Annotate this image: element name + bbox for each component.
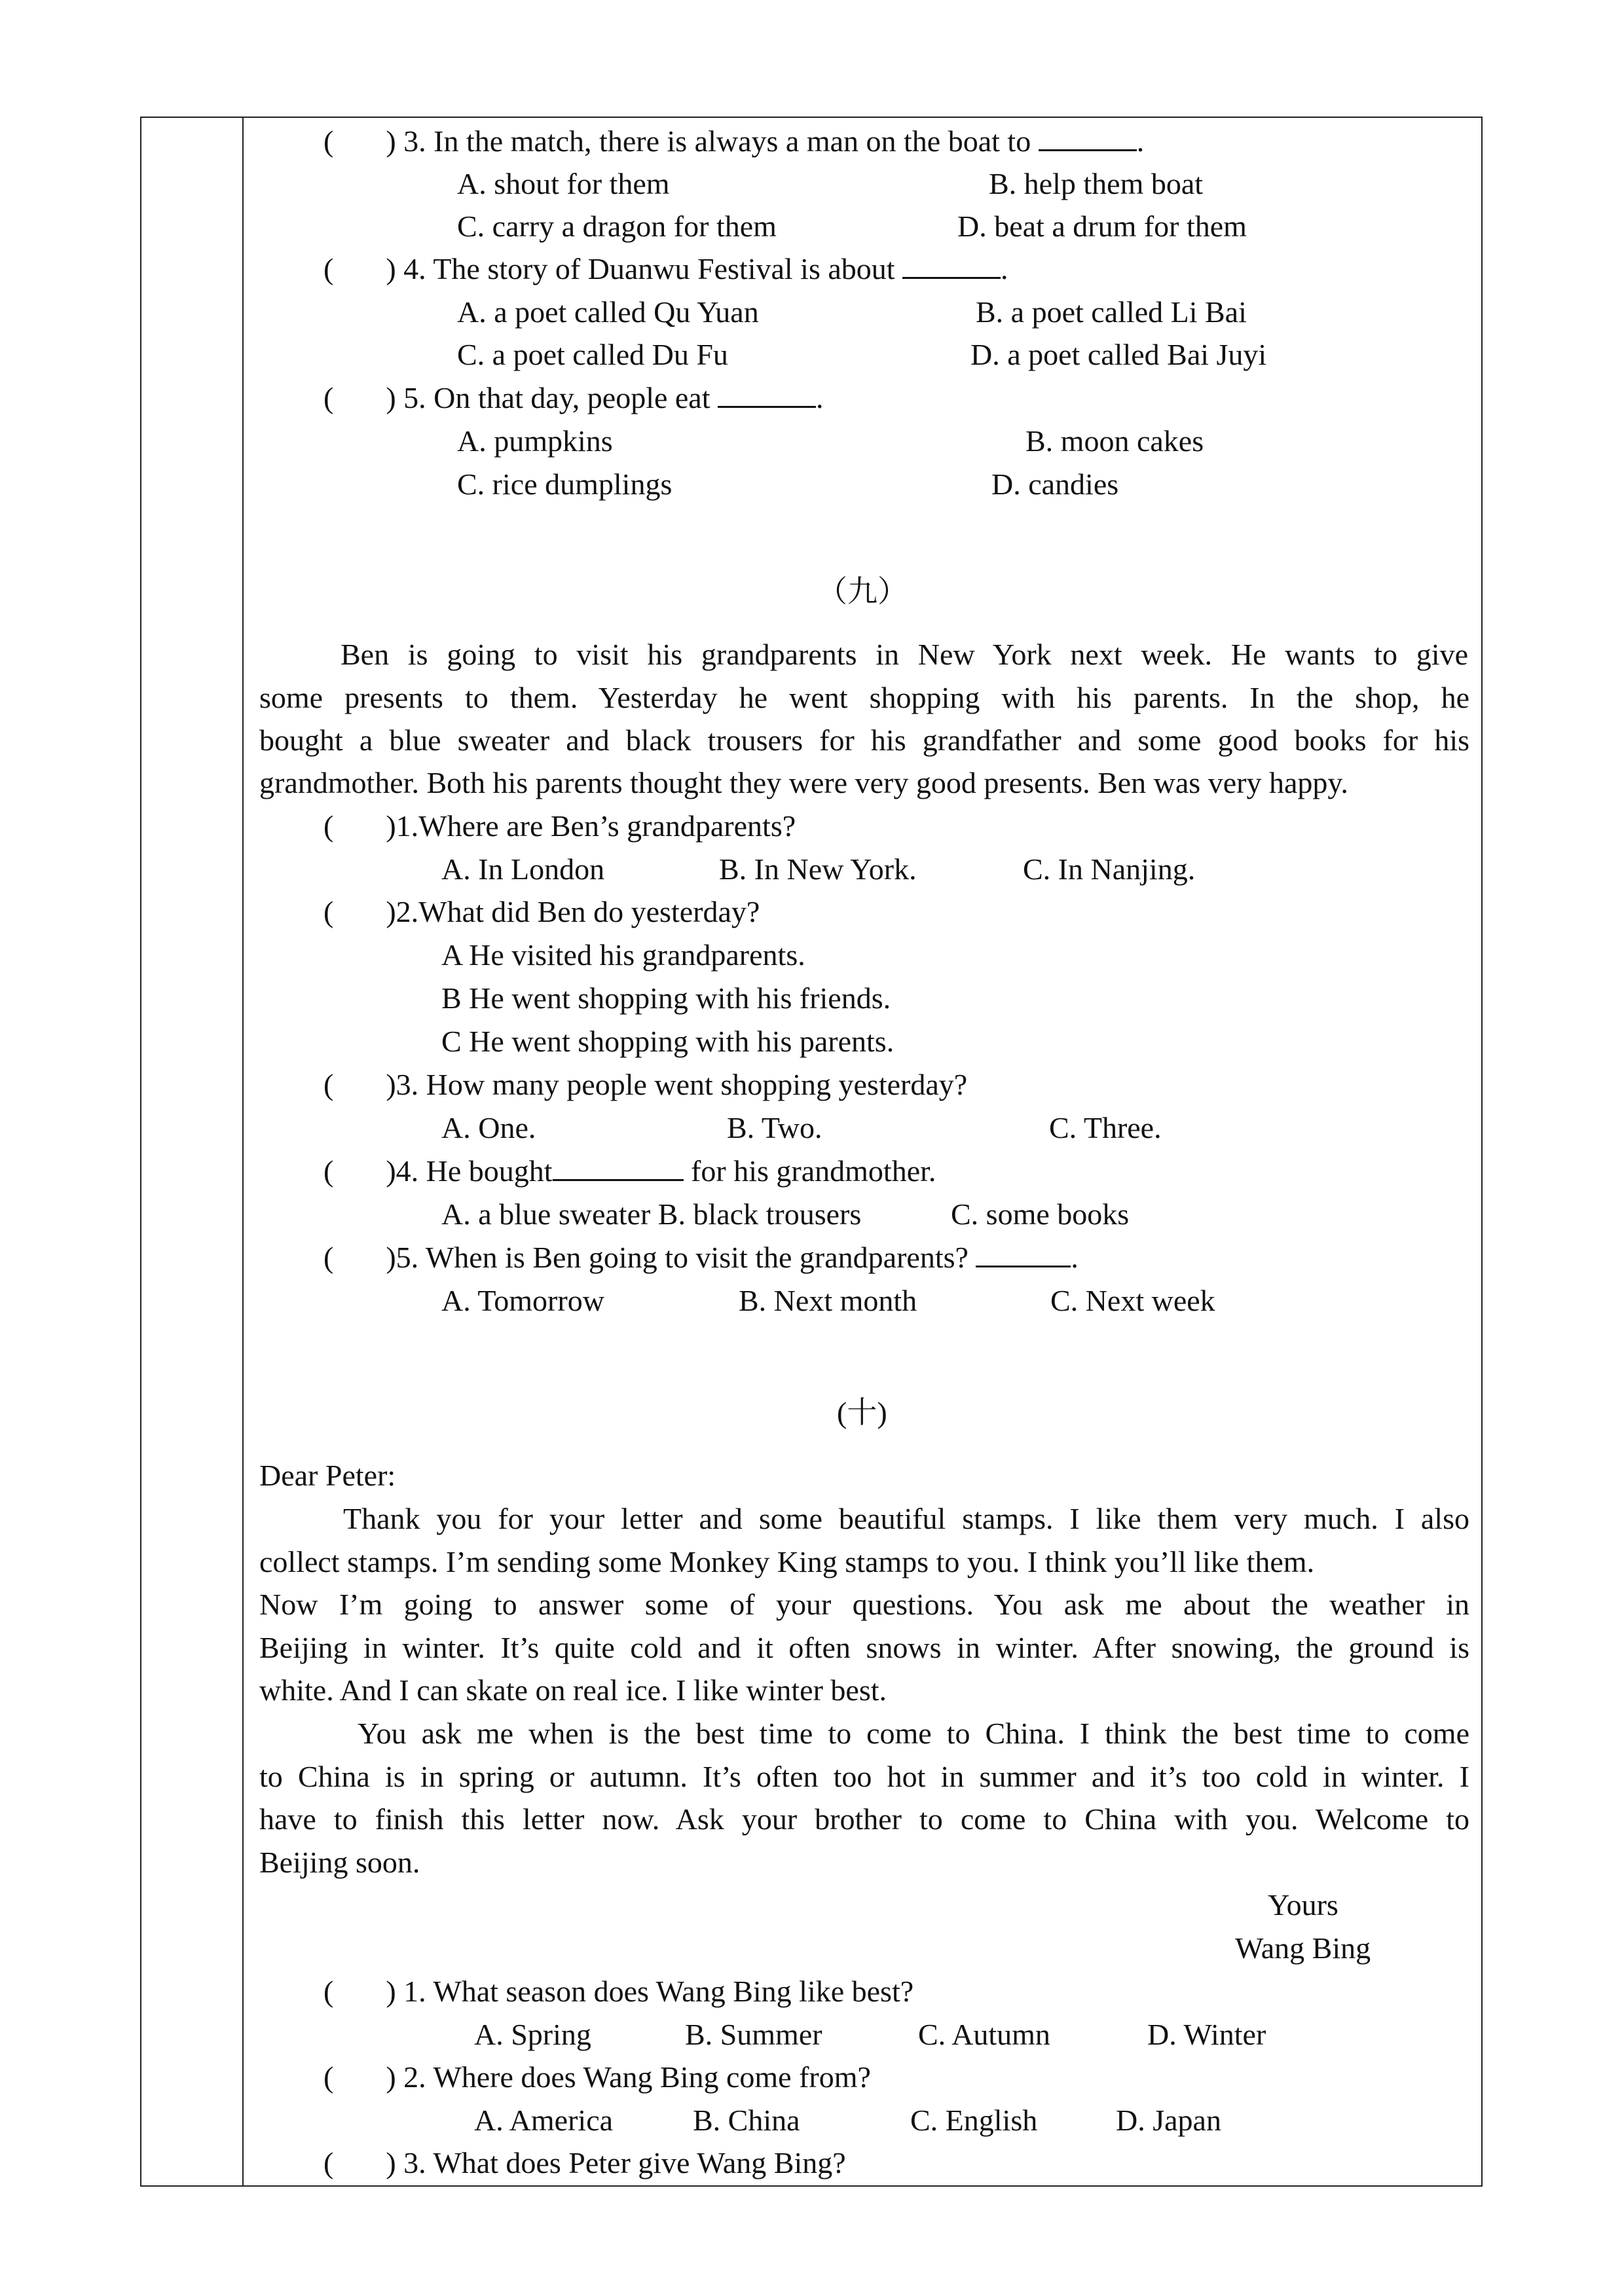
passage-line: grandmother. Both his parents thought they were very good presents. Ben was very happy. [259,766,1348,799]
letter-line: have to finish this letter now. Ask your brother to come to China with you. Welcome to [259,1802,1469,1836]
option: B He went shopping with his friends. [441,981,891,1015]
question-row: ( )5. When is Ben going to visit the grandparents? . [323,1241,1079,1274]
section-title: （九） [817,575,908,608]
option: C. Three. [1049,1111,1162,1144]
option: B. help them boat [989,167,1204,200]
answer-blank[interactable] [976,1243,1071,1267]
option: D. beat a drum for them [957,210,1247,243]
option: C. rice dumplings [457,467,673,501]
letter-closing: Yours [1268,1888,1338,1922]
option: A. pumpkins [457,424,613,458]
answer-blank[interactable] [1039,127,1137,151]
option: B. Summer [685,2018,822,2051]
option: D. a poet called Bai Juyi [970,338,1267,371]
option: A. shout for them [457,167,670,200]
option: B. China [693,2104,800,2137]
option: A. a blue sweater B. black trousers [441,1197,862,1231]
option: C. carry a dragon for them [457,210,777,243]
option: D. candies [991,467,1119,501]
section-title: (十) [837,1396,887,1429]
letter-line: Beijing in winter. It’s quite cold and it often snows in winter. After snowing, the ground is [259,1631,1469,1664]
letter-signature: Wang Bing [1235,1931,1371,1965]
question-row: ( )1.Where are Ben’s grandparents? [323,809,796,843]
option: B. In New York. [719,852,917,886]
option: A. a poet called Qu Yuan [457,295,759,329]
option: B. a poet called Li Bai [976,295,1247,329]
option: D. Japan [1116,2104,1221,2137]
option: A. In London [441,852,605,886]
option: C He went shopping with his parents. [441,1025,895,1058]
option: A. Spring [474,2018,591,2051]
letter-line: to China is in spring or autumn. It’s often too hot in summer and it’s too cold in winter. I [259,1760,1469,1793]
option: A. America [474,2104,614,2137]
answer-blank[interactable] [718,384,816,408]
option: A He visited his grandparents. [441,938,805,972]
option: B. moon cakes [1025,424,1204,458]
option: A. One. [441,1111,536,1144]
option: A. Tomorrow [441,1284,604,1317]
option: B. Next month [739,1284,917,1317]
letter-line: You ask me when is the best time to come to China. I think the best time to come [358,1717,1469,1750]
letter-line: Now I’m going to answer some of your questions. You ask me about the weather in [259,1588,1469,1621]
option: B. Two. [727,1111,822,1144]
passage-line: some presents to them. Yesterday he went shopping with his parents. In the shop, he [259,681,1469,714]
question-row: ( ) 1. What season does Wang Bing like best? [323,1975,914,2008]
option: C. Autumn [918,2018,1050,2051]
option: C. In Nanjing. [1023,852,1196,886]
question-row: ( )3. How many people went shopping yesterday? [323,1068,968,1101]
letter-line: collect stamps. I’m sending some Monkey King stamps to you. I think you’ll like them. [259,1545,1315,1578]
option: C. English [910,2104,1038,2137]
question-row: ( ) 3. In the match, there is always a man on the boat to . [323,124,1145,158]
passage-line: Ben is going to visit his grandparents in New York next week. He wants to give [341,638,1468,671]
answer-blank[interactable] [553,1157,684,1181]
option: D. Winter [1147,2018,1266,2051]
question-row: ( ) 3. What does Peter give Wang Bing? [323,2146,846,2179]
question-row: ( ) 5. On that day, people eat . [323,381,824,414]
letter-line: Thank you for your letter and some beautiful stamps. I like them very much. I also [343,1502,1469,1535]
question-row: ( )4. He bought for his grandmother. [323,1154,936,1188]
option: C. a poet called Du Fu [457,338,728,371]
question-row: ( ) 2. Where does Wang Bing come from? [323,2060,871,2094]
letter-greeting: Dear Peter: [259,1459,396,1492]
table-column-divider [242,117,244,2187]
question-row: ( ) 4. The story of Duanwu Festival is about . [323,252,1008,285]
letter-line: white. And I can skate on real ice. I like winter best. [259,1673,887,1707]
question-row: ( )2.What did Ben do yesterday? [323,895,760,928]
option: C. some books [951,1197,1130,1231]
option: C. Next week [1050,1284,1215,1317]
answer-blank[interactable] [902,255,1001,279]
passage-line: bought a blue sweater and black trousers for his grandfather and some good books for his [259,723,1469,757]
letter-line: Beijing soon. [259,1846,420,1879]
